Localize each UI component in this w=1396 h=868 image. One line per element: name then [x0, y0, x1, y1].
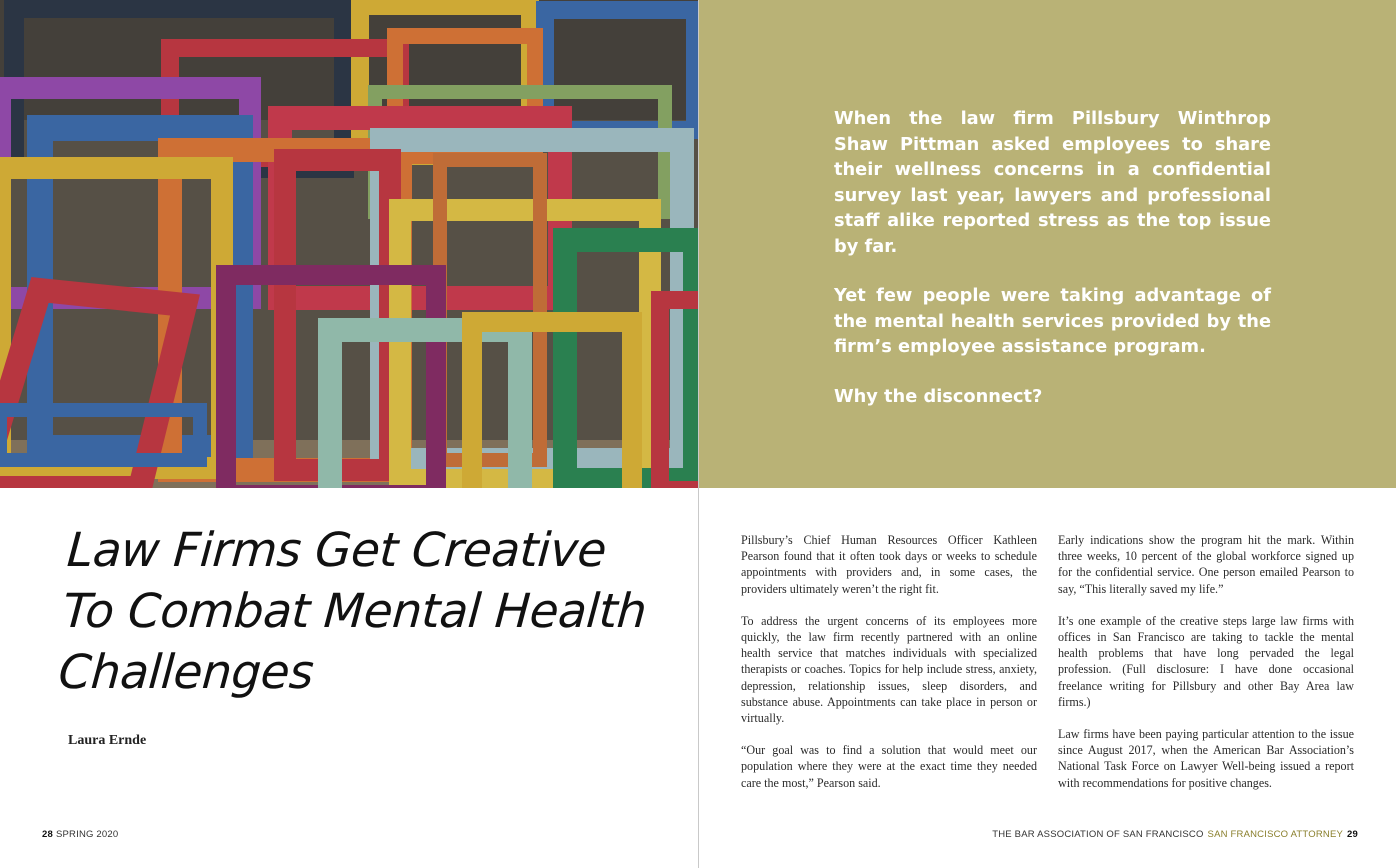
pull-quote	[834, 106, 1271, 433]
body-column-1	[741, 532, 1037, 807]
article-title	[57, 520, 670, 703]
title-line: To Combat Mental Health	[61, 584, 649, 639]
body-paragraph: Pillsbury’s Chief Human Resources Officer Kathleen Pearson found that it often took days or weeks to schedule appointments with providers and, in some cases, the providers ultimately weren’t the right fit.	[741, 533, 1037, 596]
association-label: THE BAR ASSOCIATION OF SAN FRANCISCO	[992, 829, 1204, 840]
body-paragraph: Early indications show the program hit the mark. Within three weeks, 10 percent of the global workforce signed up for the confidential service. One person emailed Pearson to say, “This literally saved my life.”	[1058, 533, 1354, 596]
callout-paragraph: Why the disconnect?	[834, 385, 1043, 407]
callout-paragraph: Yet few people were taking advantage of the mental health services provided by the firm’s employee assistance program.	[834, 285, 1271, 357]
title-line: Law Firms Get Creative	[65, 523, 608, 578]
folio-left	[42, 829, 118, 840]
body-paragraph: It’s one example of the creative steps large law firms with offices in San Francisco are taking to tackle the mental health problems that have long pervaded the legal profession. (Full disclosure: I have done occasional freelance writing for Pillsbury and other Bay Area law firms.)	[1058, 613, 1354, 709]
author-byline: Laura Ernde	[68, 733, 147, 748]
issue-label: SPRING 2020	[55, 829, 119, 840]
body-column-2	[1058, 532, 1354, 807]
publication-label: SAN FRANCISCO ATTORNEY	[1207, 829, 1344, 840]
folio-right	[992, 829, 1358, 840]
title-line: Challenges	[56, 645, 316, 700]
callout-paragraph: When the law firm Pillsbury Winthrop Shaw Pittman asked employees to share their wellness concerns in a confidential survey last year, lawyers and professional staff alike reported stress as the top issue by far.	[834, 108, 1271, 257]
body-paragraph: To address the urgent concerns of its employees more quickly, the law firm recently partnered with an online health service that matches individuals with specialized therapists or coaches. Topics for help include stress, anxiety, depression, relationship issues, sleep disorders, and substance abuse. Appointments can take place in person or virtually.	[741, 613, 1037, 726]
page-number: 29	[1347, 829, 1358, 840]
body-paragraph: “Our goal was to find a solution that would meet our population where they were at the exact time they needed care the most,” Pearson said.	[741, 743, 1037, 790]
picture-frames-photo	[0, 0, 698, 488]
body-paragraph: Law firms have been paying particular attention to the issue since August 2017, when the American Bar Association’s National Task Force on Lawyer Well-being issued a report with recommendations for positive changes.	[1058, 727, 1354, 790]
page-number: 28	[42, 829, 53, 840]
